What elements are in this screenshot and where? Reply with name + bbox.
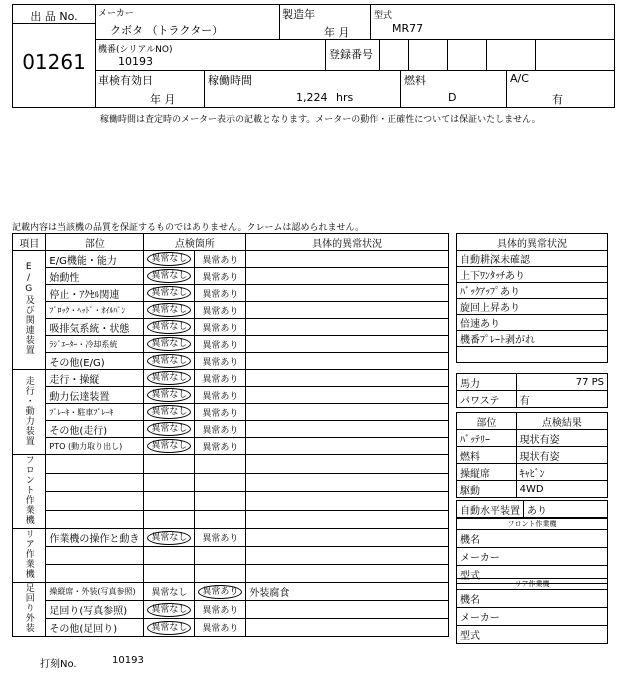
check-none-cell — [144, 353, 195, 370]
part-cell: 走行・操縦 — [46, 370, 144, 387]
part-cell — [46, 565, 144, 583]
detail-cell — [246, 336, 449, 353]
check-abnormal-cell — [195, 492, 246, 511]
part-cell: 始動性 — [46, 268, 144, 285]
table-row — [13, 404, 449, 421]
check-abnormal-cell — [195, 473, 246, 492]
part-cell: ﾗｼﾞｴｰﾀｰ・冷却系統 — [46, 336, 144, 353]
check-row — [457, 447, 608, 464]
serial-label: 機番(シリアルNO) — [98, 45, 173, 55]
table-row — [13, 583, 449, 601]
check-row — [457, 464, 608, 481]
front-machine-name: 機名 — [457, 530, 608, 548]
normal-none-option: 異常なし — [147, 269, 191, 283]
normal-none-option: 異常なし — [147, 388, 191, 402]
normal-none-option: 異常なし — [147, 439, 191, 453]
abnormal-option: 異常あり — [202, 408, 239, 419]
maker-label: メーカー — [98, 9, 134, 19]
detail-cell — [246, 565, 449, 583]
table-row — [13, 529, 449, 547]
section-label — [13, 251, 46, 370]
check-result: 現状有姿 — [516, 447, 607, 464]
check-part: 駆動 — [457, 481, 517, 498]
abnormal-option: 異常あり — [202, 606, 239, 616]
check-result: 4WD — [516, 481, 607, 498]
table-row — [13, 387, 449, 404]
check-none-cell — [144, 601, 195, 619]
section-label — [13, 370, 46, 455]
reg-box-2 — [408, 39, 448, 71]
part-cell: 作業機の操作と動き — [46, 529, 144, 547]
header-detail: 具体的異常状況 — [246, 234, 449, 251]
list-item — [457, 251, 608, 267]
detail-cell — [246, 473, 449, 492]
inspection-table — [12, 233, 449, 637]
hours-value: 1,224 — [296, 91, 328, 104]
detail-cell — [246, 619, 449, 637]
list-item — [457, 347, 608, 363]
check-result-header: 点検結果 — [516, 413, 607, 430]
model-label: 型式 — [374, 11, 393, 21]
abnormal-option: 異常あり — [202, 357, 239, 368]
check-result: ｷｬﾋﾞﾝ — [516, 464, 607, 481]
section-label — [13, 583, 46, 637]
rear-model: 型式 — [457, 626, 608, 644]
power-value: 77 PS — [516, 374, 607, 391]
header-item: 項目 — [13, 234, 46, 251]
inspect-unit: 年 月 — [150, 93, 176, 106]
normal-none-option: 異常なし — [147, 371, 191, 385]
abnormal-option: 異常あり — [202, 306, 239, 317]
model-value: MR77 — [392, 22, 424, 35]
check-abnormal-cell — [195, 268, 246, 285]
check-none-cell — [144, 547, 195, 565]
detail-cell — [246, 404, 449, 421]
check-none-cell — [144, 565, 195, 583]
power-steering-label: パワステ — [457, 391, 517, 408]
detail-cell — [246, 438, 449, 455]
mfg-year-unit: 年 月 — [324, 26, 350, 39]
hours-note: 稼働時間は査定時のメーター表示の記載となります。メーターの動作・正確性については保証いたしません。 — [100, 115, 541, 125]
list-item — [457, 315, 608, 331]
table-row — [13, 285, 449, 302]
detail-list-text: ﾊﾞｯｸｱｯﾌﾟあり — [457, 283, 608, 299]
auto-level-label: 自動水平装置 — [457, 501, 524, 518]
check-none-cell — [144, 268, 195, 285]
rear-machine-name: 機名 — [457, 590, 608, 608]
list-item — [457, 283, 608, 299]
detail-list-text: 上下ﾜﾝﾀｯﾁあり — [457, 267, 608, 283]
fuel-value: D — [448, 91, 457, 104]
check-abnormal-cell — [195, 251, 246, 268]
detail-list-text: 倍速あり — [457, 315, 608, 331]
detail-cell — [246, 251, 449, 268]
part-cell: 操縦席・外装(写真参照) — [46, 583, 144, 601]
fuel-label: 燃料 — [404, 74, 426, 87]
front-implement-title: フロント作業機 — [457, 519, 608, 530]
power-table — [456, 373, 608, 408]
abnormal-option: 異常あり — [202, 391, 239, 402]
table-row — [13, 353, 449, 370]
inspect-label: 車検有効日 — [98, 74, 153, 87]
check-result: 現状有姿 — [516, 430, 607, 447]
ac-value: 有 — [552, 93, 563, 106]
detail-cell — [246, 353, 449, 370]
reg-label: 登録番号 — [329, 48, 373, 61]
part-cell — [46, 455, 144, 474]
reg-box-1 — [379, 39, 409, 71]
detail-cell — [246, 302, 449, 319]
lot-label: 出 品 No. — [30, 10, 78, 23]
check-abnormal-cell — [195, 302, 246, 319]
part-cell — [46, 473, 144, 492]
reg-box-5 — [535, 39, 615, 71]
right-detail-header: 具体的異常状況 — [457, 234, 608, 251]
power-steering-value: 有 — [516, 391, 607, 408]
check-none-cell — [144, 455, 195, 474]
abnormal-option: 異常あり — [202, 289, 239, 300]
check-part: 操縦席 — [457, 464, 517, 481]
section-label — [13, 455, 46, 529]
table-row — [13, 601, 449, 619]
part-cell: ﾌﾞﾛｯｸ・ﾍｯﾄﾞ・ｵｲﾙﾊﾟﾝ — [46, 302, 144, 319]
table-row — [13, 421, 449, 438]
table-row — [13, 492, 449, 511]
power-steering-row — [457, 391, 608, 408]
abnormal-option: 異常あり — [202, 425, 239, 436]
check-part: 燃料 — [457, 447, 517, 464]
part-cell: 動力伝達装置 — [46, 387, 144, 404]
check-none-cell — [144, 583, 195, 601]
disclaimer: 記載内容は当該機の品質を保証するものではありません。クレームは認められません。 — [12, 223, 365, 233]
check-abnormal-cell — [195, 619, 246, 637]
detail-cell — [246, 268, 449, 285]
section-label — [13, 529, 46, 583]
check-none-cell — [144, 438, 195, 455]
detail-list-text: 自動耕深未確認 — [457, 251, 608, 267]
abnormal-option: 異常あり — [202, 624, 239, 634]
part-cell: PTO (動力取り出し) — [46, 438, 144, 455]
maker-value: クボタ （トラクター） — [110, 24, 224, 37]
check-abnormal-cell — [195, 285, 246, 302]
check-none-cell — [144, 473, 195, 492]
detail-cell — [246, 547, 449, 565]
check-none-cell — [144, 529, 195, 547]
header-check: 点検箇所 — [144, 234, 246, 251]
section-label-text: 足回り外装 — [23, 583, 34, 633]
check-row — [457, 481, 608, 498]
abnormal-option: 異常あり — [202, 323, 239, 334]
check-result-table — [456, 412, 608, 498]
normal-none-option: 異常なし — [147, 603, 191, 617]
rear-maker: メーカー — [457, 608, 608, 626]
hours-unit: hrs — [336, 91, 354, 104]
part-cell — [46, 492, 144, 511]
check-abnormal-cell — [195, 336, 246, 353]
detail-cell — [246, 455, 449, 474]
part-cell: その他(走行) — [46, 421, 144, 438]
check-none-cell — [144, 404, 195, 421]
auto-level-row — [457, 501, 608, 518]
auto-level-table — [456, 500, 608, 518]
table-row — [13, 370, 449, 387]
normal-none-option: 異常なし — [147, 320, 191, 334]
detail-cell — [246, 319, 449, 336]
list-item — [457, 299, 608, 315]
table-row — [13, 319, 449, 336]
check-abnormal-cell — [195, 438, 246, 455]
part-cell: その他(E/G) — [46, 353, 144, 370]
table-row — [13, 473, 449, 492]
check-abnormal-cell — [195, 319, 246, 336]
abnormal-option: 異常あり — [198, 585, 242, 599]
hours-label: 稼働時間 — [208, 74, 252, 87]
table-row — [13, 619, 449, 637]
check-abnormal-cell — [195, 583, 246, 601]
check-abnormal-cell — [195, 455, 246, 474]
check-abnormal-cell — [195, 370, 246, 387]
detail-cell — [246, 510, 449, 529]
detail-cell — [246, 387, 449, 404]
check-none-cell — [144, 336, 195, 353]
reg-box-3 — [447, 39, 487, 71]
part-cell — [46, 547, 144, 565]
check-none-cell — [144, 510, 195, 529]
section-label-text: E/G及び関連装置 — [23, 262, 34, 355]
check-abnormal-cell — [195, 510, 246, 529]
normal-none-option: 異常なし — [147, 621, 191, 635]
front-implement-table — [456, 518, 608, 584]
check-none-cell — [144, 370, 195, 387]
detail-list-text: 旋回上昇あり — [457, 299, 608, 315]
detail-cell — [246, 601, 449, 619]
section-label-text: 走行・動力装置 — [23, 375, 34, 446]
section-label-text: リア作業機 — [23, 529, 34, 579]
check-row — [457, 430, 608, 447]
table-row — [13, 510, 449, 529]
auto-level-value: あり — [524, 501, 608, 518]
power-label: 馬力 — [457, 374, 517, 391]
table-header-row — [13, 234, 449, 251]
list-item — [457, 331, 608, 347]
part-cell: 停止・ｱｸｾﾙ関連 — [46, 285, 144, 302]
power-row — [457, 374, 608, 391]
serial-value: 10193 — [118, 55, 153, 68]
check-abnormal-cell — [195, 404, 246, 421]
check-abnormal-cell — [195, 421, 246, 438]
check-abnormal-cell — [195, 601, 246, 619]
normal-none-option: 異常なし — [147, 286, 191, 300]
normal-none-option: 異常なし — [147, 252, 191, 266]
detail-cell — [246, 529, 449, 547]
abnormal-option: 異常あり — [202, 442, 239, 453]
normal-none-option: 異常なし — [147, 422, 191, 436]
stamp-number: 10193 — [112, 655, 144, 666]
normal-none-option: 異常なし — [147, 354, 191, 368]
normal-none-option: 異常なし — [147, 337, 191, 351]
check-abnormal-cell — [195, 565, 246, 583]
check-part: ﾊﾞｯﾃﾘｰ — [457, 430, 517, 447]
check-none-cell — [144, 302, 195, 319]
rear-implement-table — [456, 578, 608, 644]
detail-cell — [246, 492, 449, 511]
check-none-cell — [144, 285, 195, 302]
abnormal-option: 異常あり — [202, 374, 239, 385]
list-item — [457, 267, 608, 283]
part-cell: ﾌﾞﾚｰｷ・駐車ﾌﾞﾚｰｷ — [46, 404, 144, 421]
front-maker: メーカー — [457, 548, 608, 566]
normal-none-option: 異常なし — [147, 405, 191, 419]
header-part: 部位 — [46, 234, 144, 251]
table-row — [13, 302, 449, 319]
check-none-cell — [144, 387, 195, 404]
check-none-cell — [144, 492, 195, 511]
check-part-header: 部位 — [457, 413, 517, 430]
ac-label: A/C — [510, 72, 529, 85]
part-cell: 吸排気系統・状態 — [46, 319, 144, 336]
table-row — [13, 438, 449, 455]
check-abnormal-cell — [195, 387, 246, 404]
table-row — [13, 565, 449, 583]
right-detail-table — [456, 233, 608, 363]
detail-list-text: 機番ﾌﾟﾚｰﾄ剥がれ — [457, 331, 608, 347]
abnormal-option: 異常あり — [202, 340, 239, 351]
table-row — [13, 455, 449, 474]
check-abnormal-cell — [195, 529, 246, 547]
normal-none-option: 異常なし — [151, 588, 188, 598]
check-abnormal-cell — [195, 353, 246, 370]
rear-implement-title: リア作業機 — [457, 579, 608, 590]
check-none-cell — [144, 619, 195, 637]
abnormal-option: 異常あり — [202, 534, 239, 544]
abnormal-option: 異常あり — [202, 272, 239, 283]
table-row — [13, 547, 449, 565]
check-none-cell — [144, 251, 195, 268]
stamp-label: 打刻No. — [40, 659, 77, 670]
part-cell: E/G機能・能力 — [46, 251, 144, 268]
part-cell — [46, 510, 144, 529]
front-model: 型式 — [457, 566, 608, 584]
normal-none-option: 異常なし — [147, 531, 191, 545]
check-none-cell — [144, 319, 195, 336]
check-abnormal-cell — [195, 547, 246, 565]
detail-cell — [246, 421, 449, 438]
abnormal-option: 異常あり — [202, 255, 239, 266]
detail-cell: 外装腐食 — [246, 583, 449, 601]
reg-box-4 — [486, 39, 536, 71]
detail-cell — [246, 285, 449, 302]
section-label-text: フロント作業機 — [23, 455, 34, 525]
detail-cell — [246, 370, 449, 387]
table-row — [13, 268, 449, 285]
table-row — [13, 251, 449, 268]
check-none-cell — [144, 421, 195, 438]
part-cell: 足回り(写真参照) — [46, 601, 144, 619]
normal-none-option: 異常なし — [147, 303, 191, 317]
lot-number: 01261 — [22, 50, 86, 74]
mfg-year-label: 製造年 — [282, 8, 315, 21]
check-header-row — [457, 413, 608, 430]
table-row — [13, 336, 449, 353]
part-cell: その他(足回り) — [46, 619, 144, 637]
detail-list-text — [457, 347, 608, 363]
